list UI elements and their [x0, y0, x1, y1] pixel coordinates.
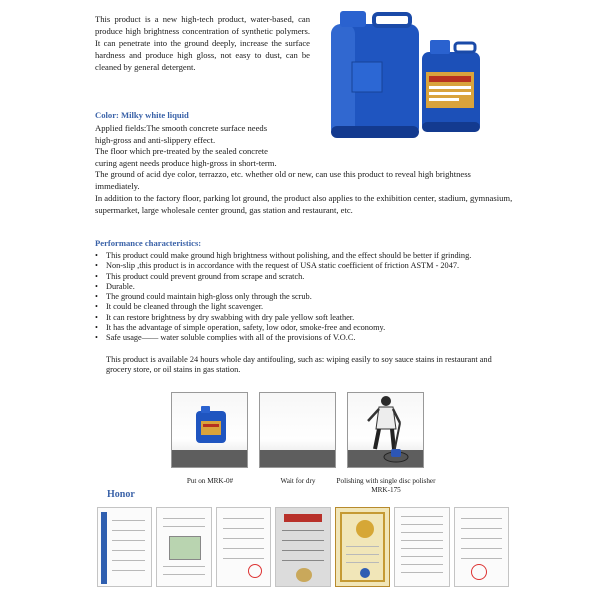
color-heading: Color: Milky white liquid	[95, 110, 189, 120]
performance-extra-text: This product is available 24 hours whole day antifouling, such as: wiping easily to soy sauce stains in restaurant and grocery store, or oil stains in gas station.	[106, 355, 492, 375]
product-drums-image	[322, 8, 492, 143]
step-caption: Polishing with single disc polisher MRK-175	[336, 477, 436, 494]
list-item: • Non-slip ,this product is in accordance with the request of USA static coefficient of friction ASTM - 2047.	[95, 261, 505, 271]
applied-line: high-gross and anti-slippery effect.	[95, 134, 216, 145]
list-item: • This product could make ground high brightness without polishing, and the effect should be better if grinding.	[95, 251, 505, 261]
list-item: • The ground could maintain high-gloss only through the scrub.	[95, 292, 505, 302]
certificate-thumbnail	[454, 507, 509, 587]
blue-drum-icon	[193, 405, 229, 445]
certificate-thumbnail	[394, 507, 449, 587]
step-photo-dry	[259, 392, 336, 468]
applied-line: Applied fields:The smooth concrete surface needs	[95, 123, 268, 133]
list-item: • It has the advantage of simple operation, safety, low odor, smoke-free and economy.	[95, 323, 505, 333]
acid-dye-paragraph: The ground of acid dye color, terrazzo, etc. whether old or new, can use this product to reveal high brightness immediately.	[95, 169, 471, 191]
applied-line: curing agent needs produce high-gross in short-term.	[95, 157, 277, 168]
certificate-thumbnail	[97, 507, 152, 587]
list-item: • Durable.	[95, 282, 505, 292]
list-item: • It can restore brightness by dry swabbing with dry pale yellow soft leather.	[95, 313, 505, 323]
certificate-thumbnail	[216, 507, 271, 587]
certificates-row	[97, 507, 509, 587]
polisher-worker-icon	[362, 395, 412, 467]
performance-heading: Performance characteristics:	[95, 238, 202, 248]
performance-list	[95, 251, 505, 344]
step-caption: Put on MRK-0#	[186, 477, 234, 485]
certificate-thumbnail	[335, 507, 390, 587]
step-photo-apply	[171, 392, 248, 468]
small-blue-drum-icon	[422, 40, 480, 132]
list-item: • It could be cleaned through the light scavenger.	[95, 302, 505, 312]
application-areas-paragraph: In addition to the factory floor, parking lot ground, the product also applies to the exhibition center, stadium, gymnasium, supermarket, large wholesale center ground, gas station and restaurant, etc.	[95, 193, 513, 215]
certificate-thumbnail	[275, 507, 330, 587]
step-caption: Wait for dry	[280, 477, 316, 485]
list-item: • Safe usage—— water soluble complies with all of the provisions of V.O.C.	[95, 333, 505, 343]
honor-heading: Honor	[107, 489, 135, 500]
step-photo-polish	[347, 392, 424, 468]
applied-fields-paragraph	[95, 123, 305, 169]
applied-line: The floor which pre-treated by the sealed concrete	[95, 146, 268, 156]
list-item: • This product could prevent ground from scrape and scratch.	[95, 272, 505, 282]
large-blue-drum-icon	[331, 11, 419, 138]
intro-paragraph: This product is a new high-tech product, water-based, can produce high brightness concentration of synthetic polymers. It can penetrate into the ground deeply, increase the surface hardness and produce high gloss, not easy to dust, can be cleaned by general detergent.	[95, 14, 310, 72]
certificate-thumbnail	[156, 507, 211, 587]
